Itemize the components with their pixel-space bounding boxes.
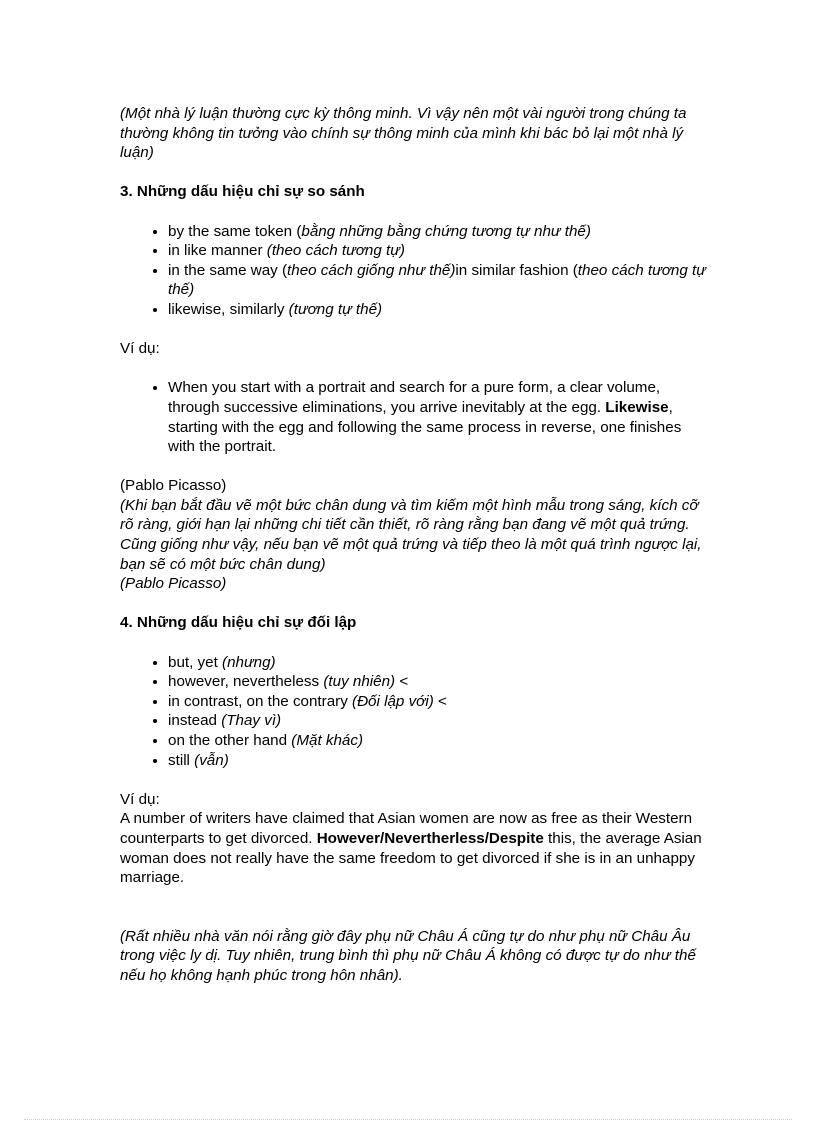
list-item: • likewise, similarly (tương tự thế) [168,300,710,320]
intro-translation: (Một nhà lý luận thường cực kỳ thông minh. Vì vậy nên một vài người trong chúng ta thường không tin tưởng vào chính sự thông minh của mình khi bác bỏ lại một nhà lý luận) [120,105,687,162]
list-item: • in the same way (theo cách giống như thế)in similar fashion (theo cách tương tự thế) [168,261,710,300]
example-translation: (Rất nhiều nhà văn nói rằng giờ đây phụ nữ Châu Á cũng tự do như phụ nữ Châu Âu trong việc ly dị. Tuy nhiên, trung bình thì phụ nữ Châu Á không có được tự do như thế nếu họ không hạnh phúc trong hôn nhân). [120,927,696,984]
contrast-list [120,653,710,771]
attribution: (Pablo Picasso) [120,477,227,495]
list-item: • on the other hand (Mặt khác) [168,731,710,751]
document-page [120,104,710,986]
comparison-list [120,222,710,320]
list-item: • by the same token (bằng những bằng chứng tương tự như thế) [168,222,710,242]
section-3-heading: 3. Những dấu hiệu chỉ sự so sánh [120,183,365,201]
page-bottom-divider [24,1119,792,1120]
list-item: • When you start with a portrait and search for a pure form, a clear volume, through successive eliminations, you arrive inevitably at the egg. Likewise, starting with the egg and following the same process in reverse, one finishes with the portrait. [168,378,710,456]
example-translation: (Khi bạn bắt đầu vẽ một bức chân dung và tìm kiếm một hình mẫu trong sáng, kích cỡ rõ ràng, giới hạn lại những chi tiết cần thiết, rõ ràng rằng bạn đang vẽ một quả trứng. Cũng giống như vậy, nếu bạn vẽ một quả trứng và tiếp theo là một quá trình ngược lại, bạn sẽ có một bức chân dung) [120,496,702,573]
list-item: • in like manner (theo cách tương tự) [168,241,710,261]
list-item: • instead (Thay vì) [168,711,710,731]
example-list [120,378,710,456]
example-label: Ví dụ: [120,790,160,808]
example-paragraph: A number of writers have claimed that Asian women are now as free as their Western counterparts to get divorced. However/Nevertherless/Despite this, the average Asian woman does not really have the same freedom to get divorced if she is in an unhappy marriage. [120,810,702,887]
list-item: • in contrast, on the contrary (Đối lập với) < [168,692,710,712]
list-item: • however, nevertheless (tuy nhiên) < [168,672,710,692]
list-item: • still (vẫn) [168,751,710,771]
list-item: • but, yet (nhưng) [168,653,710,673]
example-label: Ví dụ: [120,340,160,358]
section-4-heading: 4. Những dấu hiệu chỉ sự đối lập [120,614,357,632]
translation-attribution: (Pablo Picasso) [120,575,227,593]
